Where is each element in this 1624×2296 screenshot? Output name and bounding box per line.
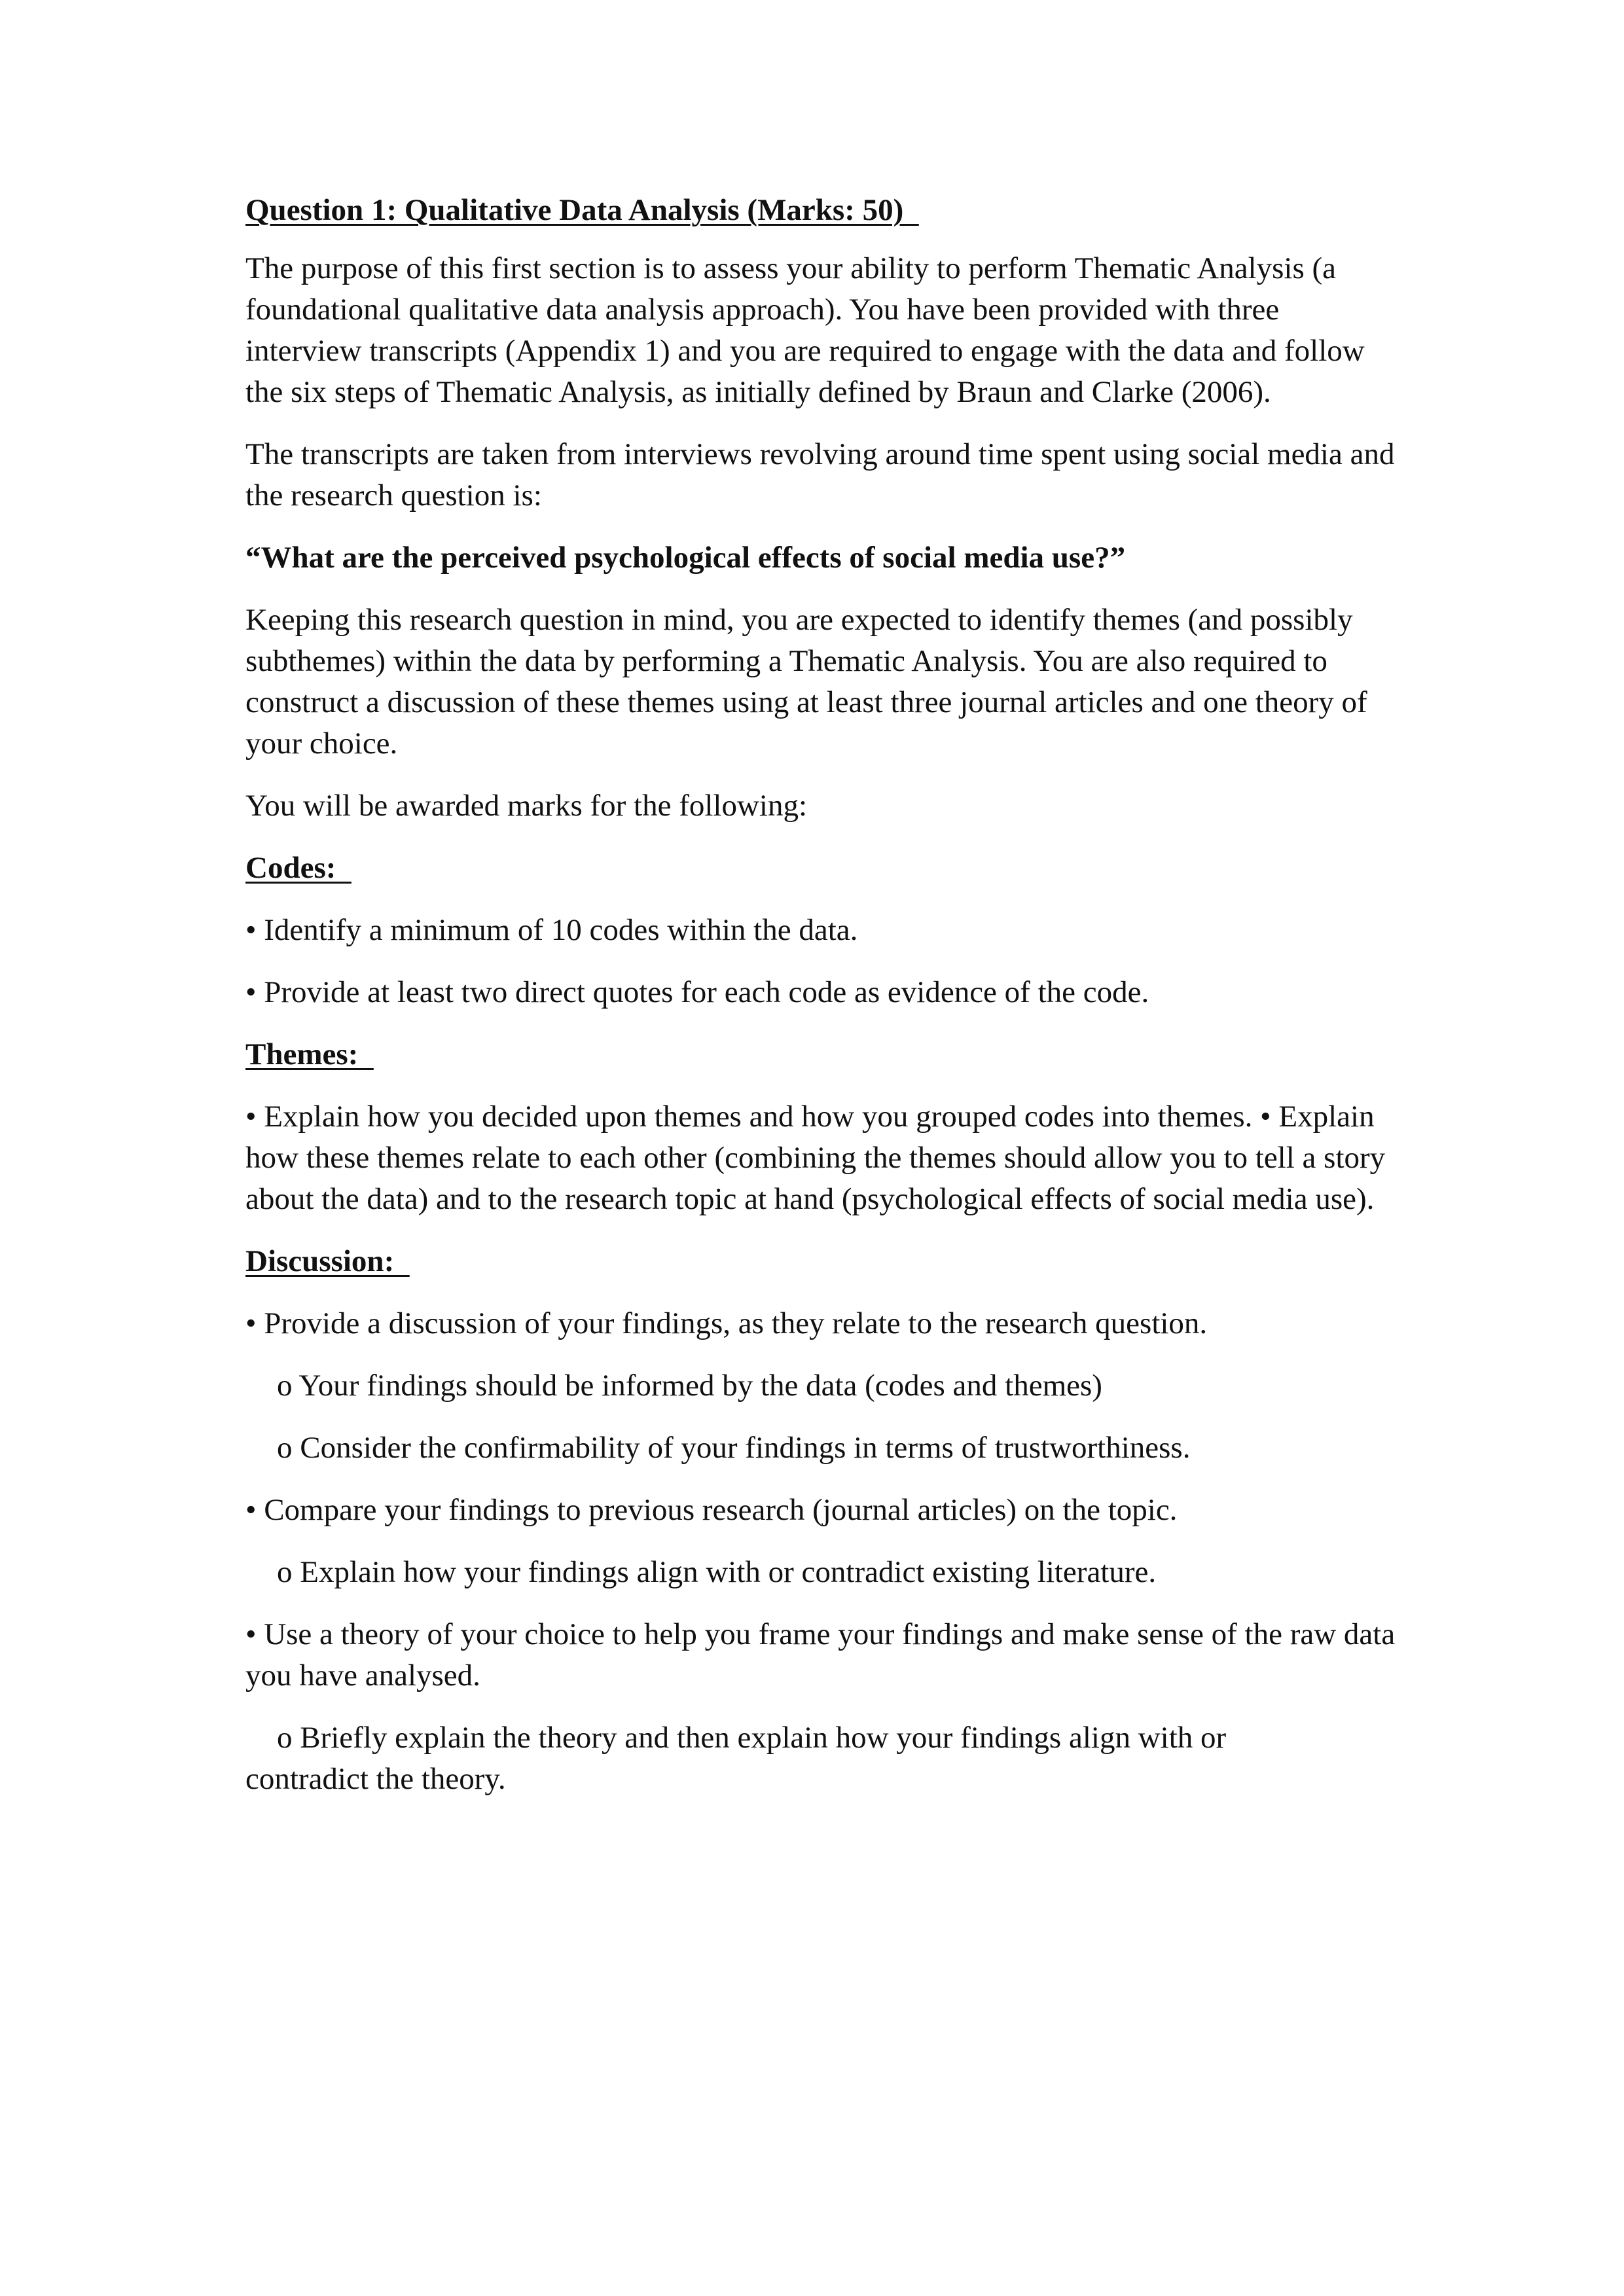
discussion-heading: Discussion: bbox=[245, 1244, 410, 1278]
intro-paragraph: The purpose of this first section is to assess your ability to perform Thematic Analysis (a foundational qualitative data analysis approach). You have been provided with three interview transcripts (Appendix 1) and you are required to engage with the data and follow the six steps of Thematic Analysis, as initially defined by Braun and Clarke (2006). bbox=[245, 251, 1365, 409]
discussion-item-3: • Use a theory of your choice to help you frame your findings and make sense of the raw data you have analysed. bbox=[245, 1617, 1396, 1693]
transcripts-paragraph: The transcripts are taken from interviews revolving around time spent using social media and the research question is: bbox=[245, 437, 1395, 512]
discussion-item-1: • Provide a discussion of your findings, as they relate to the research question. bbox=[245, 1306, 1208, 1340]
discussion-item-2: • Compare your findings to previous research (journal articles) on the topic. bbox=[245, 1493, 1178, 1527]
discussion-item-3-sub-1-first: o Briefly explain the theory and then explain how your findings align with or bbox=[277, 1721, 1227, 1755]
codes-item-1: • Identify a minimum of 10 codes within the data. bbox=[245, 913, 858, 947]
document-page bbox=[245, 190, 1398, 1821]
discussion-item-3-sub-1 bbox=[245, 1717, 1398, 1800]
expectation-paragraph: Keeping this research question in mind, you are expected to identify themes (and possibly subthemes) within the data by performing a Thematic Analysis. You are also required to construct a discussion of these themes using at least three journal articles and one theory of your choice. bbox=[245, 603, 1367, 761]
discussion-item-3-sub-1-rest: contradict the theory. bbox=[245, 1762, 506, 1796]
awarded-line: You will be awarded marks for the following: bbox=[245, 789, 808, 823]
discussion-item-1-sub-1: o Your findings should be informed by the data (codes and themes) bbox=[277, 1369, 1102, 1403]
discussion-item-1-sub-2: o Consider the confirmability of your findings in terms of trustworthiness. bbox=[277, 1431, 1191, 1465]
research-question: “What are the perceived psychological effects of social media use?” bbox=[245, 541, 1126, 575]
themes-item-1: • Explain how you decided upon themes and how you grouped codes into themes. • Explain how these themes relate to each other (combining the themes should allow you to tell a story about the data) and to the research topic at hand (psychological effects of social media use). bbox=[245, 1100, 1386, 1216]
themes-heading: Themes: bbox=[245, 1037, 374, 1071]
discussion-item-2-sub-1: o Explain how your findings align with or contradict existing literature. bbox=[277, 1555, 1157, 1589]
codes-item-2: • Provide at least two direct quotes for each code as evidence of the code. bbox=[245, 975, 1149, 1009]
codes-heading: Codes: bbox=[245, 851, 352, 885]
question-title: Question 1: Qualitative Data Analysis (Marks: 50) bbox=[245, 193, 919, 227]
